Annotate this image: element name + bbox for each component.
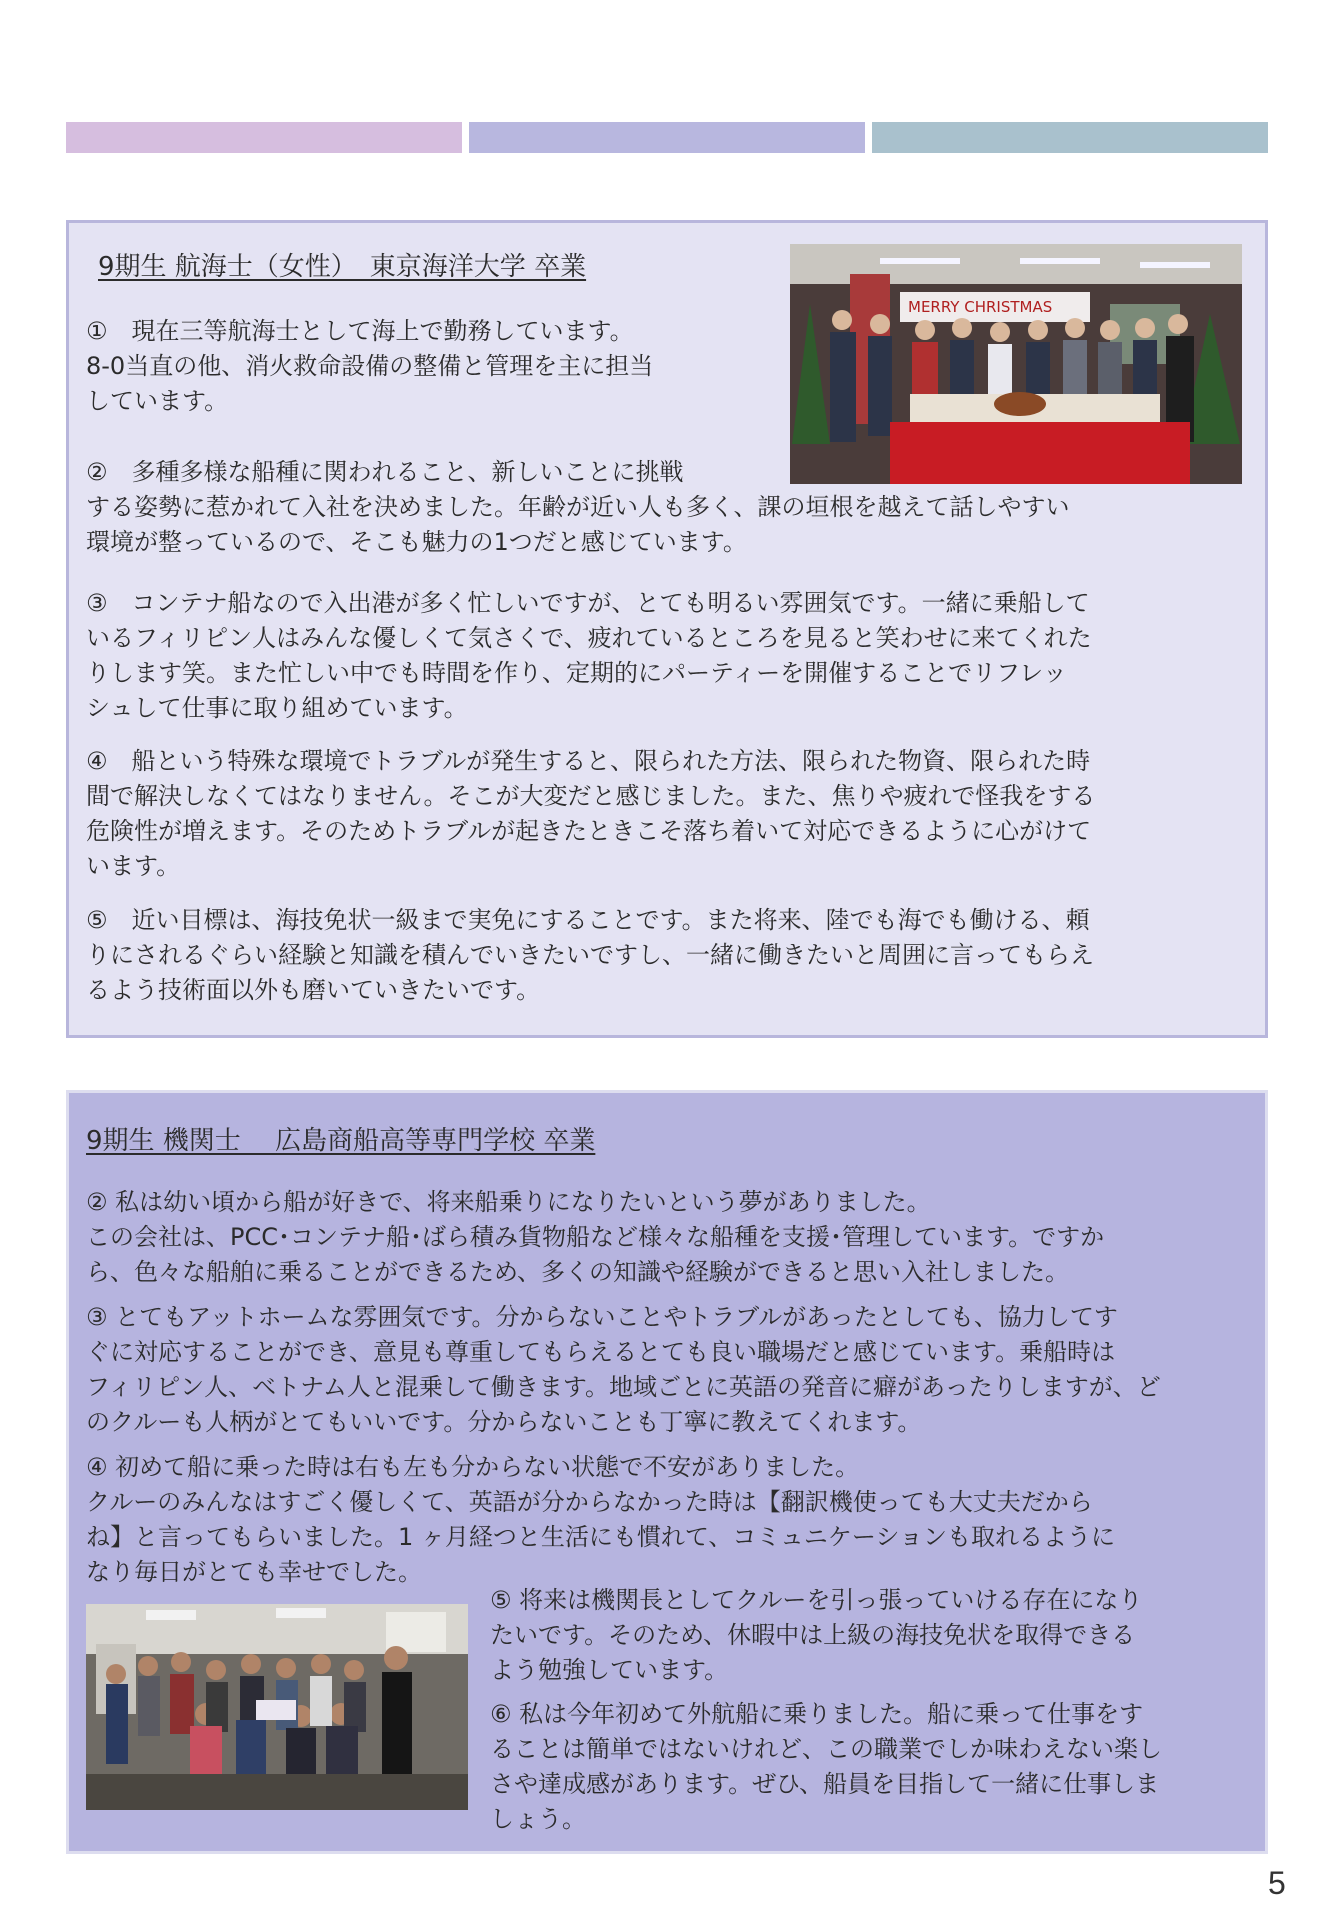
header-bar-purple — [66, 122, 462, 153]
answer-2: ② 私は幼い頃から船が好きで、将来船乗りになりたいという夢がありました。 この会社は、PCC･コンテナ船･ばら積み貨物船など様々な船種を支援･管理しています。ですか ら、色々な船舶に乗ることができるため、多くの知識や経験ができると思い入社しました。 — [86, 1188, 1105, 1286]
page-number: 5 — [1268, 1865, 1286, 1901]
answer-5: ⑤ 将来は機関長としてクルーを引っ張っていける存在になり たいです。そのため、休暇中は上級の海技免状を取得できる よう勉強しています。 — [490, 1586, 1143, 1684]
answer-2: ② 多種多様な船種に関われること、新しいことに挑戦 する姿勢に惹かれて入社を決めました。年齢が近い人も多く、課の垣根を越えて話しやすい 環境が整っているので、そこも魅力の1つだと感じています。 — [86, 458, 1070, 556]
photo-banner-text: MERRY CHRISTMAS — [908, 298, 1053, 316]
answer-4: ④ 船という特殊な環境でトラブルが発生すると、限られた方法、限られた物資、限られた時 間で解決しなくてはなりません。そこが大変だと感じました。また、焦りや疲れで怪我をする 危険性が増えます。そのためトラブルが起きたときこそ落ち着いて対応できるように心がけて います。 — [86, 747, 1096, 880]
answer-6: ⑥ 私は今年初めて外航船に乗りました。船に乗って仕事をす ることは簡単ではないけれど、この職業でしか味わえない楽し さや達成感があります。ぜひ、船員を目指して一緒に仕事しま しょう。 — [490, 1700, 1162, 1833]
christmas-party-photo — [790, 244, 1242, 484]
header-bar-lavender — [469, 122, 865, 153]
header-bar-blue-gray — [872, 122, 1268, 153]
section-heading: 9期生 機関士 広島商船高等専門学校 卒業 — [86, 1126, 596, 1156]
answer-1: ① 現在三等航海士として海上で勤務しています。 8-0当直の他、消火救命設備の整備と管理を主に担当 しています。 — [86, 317, 654, 415]
answer-3: ③ コンテナ船なので入出港が多く忙しいですが、とても明るい雰囲気です。一緒に乗船して いるフィリピン人はみんな優しくて気さくで、疲れているところを見ると笑わせに来てくれた りします笑。また忙しい中でも時間を作り、定期的にパーティーを開催することでリフレッ シュして仕事に取り組めています。 — [86, 589, 1092, 722]
answer-4: ④ 初めて船に乗った時は右も左も分からない状態で不安がありました。 クルーのみんなはすごく優しくて、英語が分からなかった時は【翻訳機使っても大丈夫だから ね】と言ってもらいました。1 ヶ月経つと生活にも慣れて、コミュニケーションも取れるように なり毎日がとても幸せでした。 — [86, 1453, 1115, 1586]
section-heading: 9期生 航海士（女性） 東京海洋大学 卒業 — [98, 252, 587, 282]
answer-3: ③ とてもアットホームな雰囲気です。分からないことやトラブルがあったとしても、協力してす ぐに対応することができ、意見も尊重してもらえるとても良い職場だと感じています。乗船時は フィリピン人、ベトナム人と混乗して働きます。地域ごとに英語の発音に癖があったりしますが、ど のクルーも人柄がとてもいいです。分からないことも丁寧に教えてくれます。 — [86, 1303, 1161, 1436]
crew-group-photo — [86, 1604, 468, 1810]
answer-5: ⑤ 近い目標は、海技免状一級まで実免にすることです。また将来、陸でも海でも働ける、頼 りにされるぐらい経験と知識を積んでいきたいですし、一緒に働きたいと周囲に言ってもらえ るよう技術面以外も磨いていきたいです。 — [86, 906, 1094, 1004]
